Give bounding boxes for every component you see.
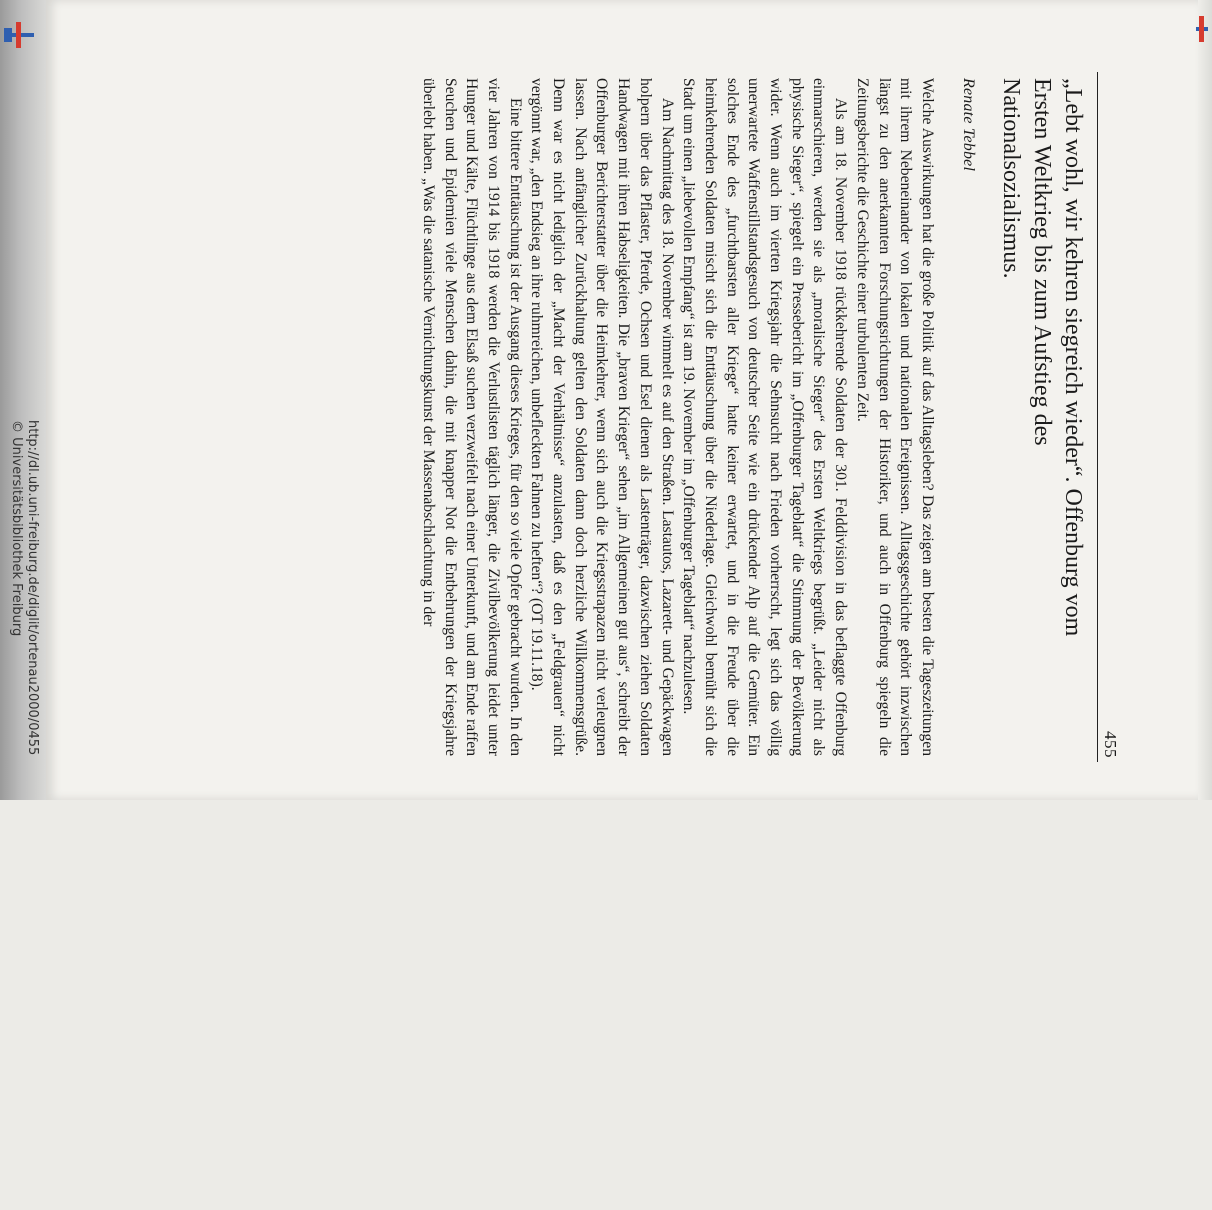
scan-right-edge bbox=[1198, 0, 1212, 800]
paragraph: Welche Auswirkungen hat die große Politik auf das Alltagsleben? Das zeigen am besten die Tageszeitungen mit ihrem Nebeneinander von lokalen und nationalen Ereignissen. Alltagsgeschichte gehört inzwischen längst zu den anerkannten Forschungsrichtungen der Historiker, und auch in Offenburg spiegeln die Zeitungsberichte die Geschichte einer turbulenten Zeit. bbox=[853, 78, 936, 756]
page-content bbox=[102, 72, 1122, 762]
paragraph: Am Nachmittag des 18. November wimmelt es auf den Straßen. Lastautos, Lazarett- und Gepäckwagen holpern über das Pflaster, Pferde, Ochsen und Esel dienen als Lastenträger, dazwischen ziehen Soldaten Handwagen mit ihren Habseligkeiten. Die „braven Krieger“ sehen „im Allgemeinen gut aus“, schreibt der Offenburger Berichterstatter über die Heimkehrer, wenn sich auch die Kriegsstrapazen nicht verleugnen lassen. Nach anfänglicher Zurückhaltung gelten den Soldaten dann doch herzliche Willkommensgrüße. Denn war es nicht lediglich der „Macht der Verhältnisse“ anzulasten, daß es den „Feldgrauen“ nicht vergönnt war, „den Endsieg an ihre ruhmreichen, unbefleckten Fahnen zu heften“? (OT 19.11.18). bbox=[528, 78, 676, 756]
page-number: 455 bbox=[1101, 731, 1120, 758]
watermark bbox=[0, 410, 40, 1210]
article-author: Renate Tebbel bbox=[960, 78, 977, 172]
watermark-url: http://dl.ub.uni-freiburg.de/diglit/ortenau2000/0455 bbox=[25, 420, 40, 756]
registration-mark-icon bbox=[1196, 22, 1208, 36]
article-body bbox=[417, 78, 938, 756]
page-header bbox=[1097, 72, 1122, 762]
registration-mark-icon bbox=[4, 28, 34, 42]
paragraph: Als am 18. November 1918 rückkehrende Soldaten der 301. Felddivision in das beflaggte Offenburg einmarschieren, werden sie als „moralische Sieger“ des Ersten Weltkriegs begrüßt. „Leider nicht als physische Sieger“, spiegelt ein Pressebericht im „Offenburger Tageblatt“ die Stimmung der Bevölkerung wider. Wenn auch im vierten Kriegsjahr die Sehnsucht nach Frieden vorherrscht, legt sich das völlig unerwartete Waffenstillstandsgesuch von deutscher Seite wie ein drückender Alp auf die Gemüter. Ein solches Ende des „furchtbarsten aller Kriege“ hatte keiner erwartet, und in die Freude über die heimkehrenden Soldaten mischt sich die Enttäuschung über die Niederlage. Gleichwohl bemüht sich die Stadt um einen „liebevollen Empfang“ ist am 19. November im „Offenburger Tageblatt“ nachzulesen. bbox=[680, 78, 850, 756]
paragraph: Eine bittere Enttäuschung ist der Ausgang dieses Krieges, für den so viele Opfer gebracht wurden. In den vier Jahren von 1914 bis 1918 werden die Verlustlisten täglich länger, die Zivilbevölkerung leidet unter Hunger und Kälte, Flüchtlinge aus dem Elsaß suchen verzweifelt nach einer Unterkunft, und am Ende raffen Seuchen und Epidemien viele Menschen dahin, die mit knapper Not die Entbehrungen der Kriegsjahre überlebt haben. „Was die satanische Vernichtungskunst der Massenabschlachtung in der bbox=[419, 78, 524, 756]
article-title: „Lebt wohl, wir kehren siegreich wieder“. Offenburg vom Ersten Weltkrieg bis zum Aufstieg des Nationalsozialismus. bbox=[998, 78, 1086, 637]
watermark-copyright: © Universitätsbibliothek Freiburg bbox=[9, 420, 24, 637]
